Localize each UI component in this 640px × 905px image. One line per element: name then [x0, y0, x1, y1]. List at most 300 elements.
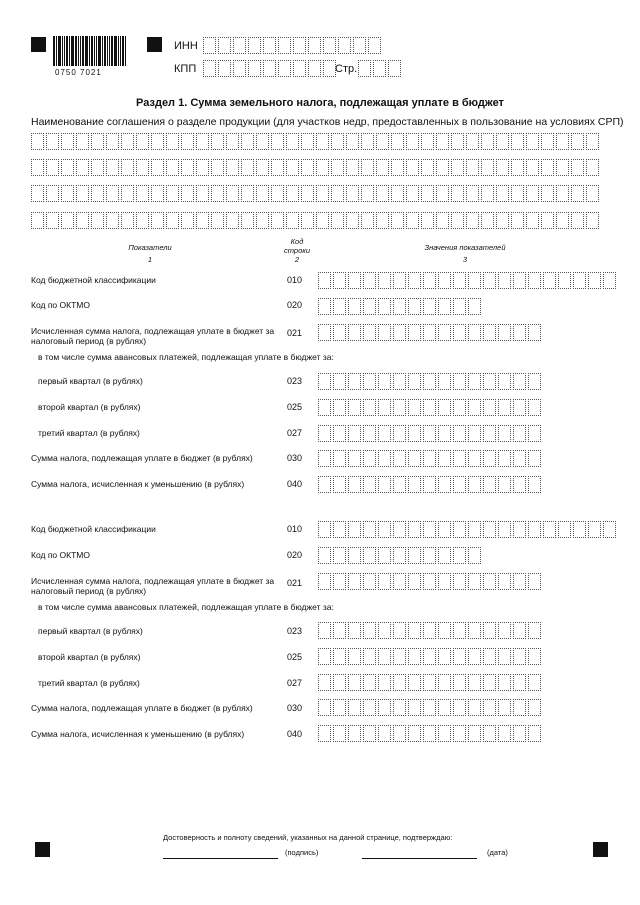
- character-cell[interactable]: [256, 212, 269, 229]
- character-cell[interactable]: [363, 425, 376, 442]
- character-cell[interactable]: [408, 476, 421, 493]
- character-cell[interactable]: [513, 622, 526, 639]
- character-cell[interactable]: [571, 133, 584, 150]
- character-cell[interactable]: [363, 648, 376, 665]
- character-cell[interactable]: [543, 521, 556, 538]
- character-cell[interactable]: [338, 37, 351, 54]
- character-cell[interactable]: [498, 373, 511, 390]
- value-field-020[interactable]: [318, 298, 483, 315]
- character-cell[interactable]: [318, 272, 331, 289]
- character-cell[interactable]: [468, 699, 481, 716]
- character-cell[interactable]: [348, 450, 361, 467]
- character-cell[interactable]: [331, 212, 344, 229]
- character-cell[interactable]: [423, 699, 436, 716]
- character-cell[interactable]: [526, 185, 539, 202]
- character-cell[interactable]: [496, 185, 509, 202]
- character-cell[interactable]: [556, 185, 569, 202]
- character-cell[interactable]: [211, 212, 224, 229]
- character-cell[interactable]: [586, 133, 599, 150]
- character-cell[interactable]: [361, 212, 374, 229]
- character-cell[interactable]: [423, 272, 436, 289]
- character-cell[interactable]: [378, 699, 391, 716]
- character-cell[interactable]: [333, 521, 346, 538]
- character-cell[interactable]: [203, 37, 216, 54]
- character-cell[interactable]: [586, 185, 599, 202]
- inn-field[interactable]: [203, 37, 383, 54]
- character-cell[interactable]: [363, 547, 376, 564]
- character-cell[interactable]: [271, 185, 284, 202]
- character-cell[interactable]: [528, 373, 541, 390]
- character-cell[interactable]: [498, 648, 511, 665]
- character-cell[interactable]: [541, 133, 554, 150]
- character-cell[interactable]: [346, 185, 359, 202]
- character-cell[interactable]: [363, 476, 376, 493]
- character-cell[interactable]: [451, 133, 464, 150]
- character-cell[interactable]: [483, 324, 496, 341]
- character-cell[interactable]: [438, 272, 451, 289]
- character-cell[interactable]: [513, 450, 526, 467]
- character-cell[interactable]: [388, 60, 401, 77]
- character-cell[interactable]: [373, 60, 386, 77]
- character-cell[interactable]: [271, 159, 284, 176]
- character-cell[interactable]: [423, 547, 436, 564]
- character-cell[interactable]: [363, 725, 376, 742]
- character-cell[interactable]: [333, 324, 346, 341]
- character-cell[interactable]: [286, 185, 299, 202]
- character-cell[interactable]: [468, 324, 481, 341]
- character-cell[interactable]: [333, 450, 346, 467]
- character-cell[interactable]: [481, 133, 494, 150]
- character-cell[interactable]: [438, 399, 451, 416]
- character-cell[interactable]: [393, 450, 406, 467]
- character-cell[interactable]: [378, 272, 391, 289]
- character-cell[interactable]: [363, 622, 376, 639]
- character-cell[interactable]: [513, 521, 526, 538]
- character-cell[interactable]: [481, 185, 494, 202]
- character-cell[interactable]: [483, 425, 496, 442]
- character-cell[interactable]: [571, 185, 584, 202]
- character-cell[interactable]: [498, 699, 511, 716]
- character-cell[interactable]: [468, 298, 481, 315]
- character-cell[interactable]: [451, 212, 464, 229]
- character-cell[interactable]: [481, 212, 494, 229]
- character-cell[interactable]: [378, 298, 391, 315]
- character-cell[interactable]: [451, 185, 464, 202]
- character-cell[interactable]: [408, 521, 421, 538]
- character-cell[interactable]: [391, 159, 404, 176]
- character-cell[interactable]: [348, 573, 361, 590]
- character-cell[interactable]: [196, 133, 209, 150]
- character-cell[interactable]: [91, 133, 104, 150]
- character-cell[interactable]: [376, 133, 389, 150]
- character-cell[interactable]: [363, 573, 376, 590]
- character-cell[interactable]: [91, 159, 104, 176]
- character-cell[interactable]: [316, 212, 329, 229]
- character-cell[interactable]: [451, 159, 464, 176]
- character-cell[interactable]: [76, 185, 89, 202]
- character-cell[interactable]: [346, 212, 359, 229]
- character-cell[interactable]: [31, 185, 44, 202]
- character-cell[interactable]: [358, 60, 371, 77]
- character-cell[interactable]: [393, 622, 406, 639]
- character-cell[interactable]: [468, 648, 481, 665]
- character-cell[interactable]: [483, 674, 496, 691]
- character-cell[interactable]: [558, 272, 571, 289]
- character-cell[interactable]: [378, 425, 391, 442]
- character-cell[interactable]: [136, 159, 149, 176]
- character-cell[interactable]: [348, 399, 361, 416]
- character-cell[interactable]: [121, 133, 134, 150]
- character-cell[interactable]: [453, 725, 466, 742]
- character-cell[interactable]: [483, 725, 496, 742]
- character-cell[interactable]: [438, 298, 451, 315]
- character-cell[interactable]: [438, 425, 451, 442]
- character-cell[interactable]: [481, 159, 494, 176]
- character-cell[interactable]: [363, 699, 376, 716]
- character-cell[interactable]: [378, 573, 391, 590]
- character-cell[interactable]: [106, 159, 119, 176]
- character-cell[interactable]: [318, 425, 331, 442]
- character-cell[interactable]: [393, 725, 406, 742]
- character-cell[interactable]: [588, 272, 601, 289]
- character-cell[interactable]: [406, 133, 419, 150]
- character-cell[interactable]: [466, 159, 479, 176]
- character-cell[interactable]: [453, 272, 466, 289]
- character-cell[interactable]: [211, 133, 224, 150]
- character-cell[interactable]: [453, 476, 466, 493]
- character-cell[interactable]: [151, 133, 164, 150]
- character-cell[interactable]: [498, 674, 511, 691]
- character-cell[interactable]: [241, 159, 254, 176]
- character-cell[interactable]: [136, 185, 149, 202]
- character-cell[interactable]: [556, 212, 569, 229]
- character-cell[interactable]: [318, 324, 331, 341]
- character-cell[interactable]: [453, 648, 466, 665]
- character-cell[interactable]: [528, 521, 541, 538]
- character-cell[interactable]: [106, 185, 119, 202]
- character-cell[interactable]: [393, 272, 406, 289]
- character-cell[interactable]: [241, 212, 254, 229]
- character-cell[interactable]: [378, 476, 391, 493]
- character-cell[interactable]: [61, 133, 74, 150]
- character-cell[interactable]: [376, 159, 389, 176]
- character-cell[interactable]: [378, 547, 391, 564]
- character-cell[interactable]: [453, 573, 466, 590]
- character-cell[interactable]: [498, 272, 511, 289]
- character-cell[interactable]: [348, 648, 361, 665]
- srp-agreement-name-row-3[interactable]: [31, 185, 601, 202]
- kpp-field[interactable]: [203, 60, 338, 77]
- character-cell[interactable]: [378, 648, 391, 665]
- character-cell[interactable]: [348, 298, 361, 315]
- character-cell[interactable]: [528, 324, 541, 341]
- character-cell[interactable]: [438, 699, 451, 716]
- character-cell[interactable]: [121, 185, 134, 202]
- character-cell[interactable]: [363, 298, 376, 315]
- character-cell[interactable]: [46, 159, 59, 176]
- character-cell[interactable]: [483, 622, 496, 639]
- character-cell[interactable]: [513, 674, 526, 691]
- character-cell[interactable]: [76, 159, 89, 176]
- character-cell[interactable]: [528, 476, 541, 493]
- character-cell[interactable]: [528, 573, 541, 590]
- character-cell[interactable]: [406, 212, 419, 229]
- character-cell[interactable]: [543, 272, 556, 289]
- character-cell[interactable]: [513, 476, 526, 493]
- character-cell[interactable]: [61, 159, 74, 176]
- character-cell[interactable]: [271, 133, 284, 150]
- character-cell[interactable]: [393, 674, 406, 691]
- character-cell[interactable]: [513, 399, 526, 416]
- character-cell[interactable]: [513, 699, 526, 716]
- character-cell[interactable]: [363, 674, 376, 691]
- character-cell[interactable]: [308, 37, 321, 54]
- character-cell[interactable]: [408, 272, 421, 289]
- character-cell[interactable]: [408, 298, 421, 315]
- character-cell[interactable]: [468, 425, 481, 442]
- character-cell[interactable]: [436, 133, 449, 150]
- character-cell[interactable]: [453, 521, 466, 538]
- character-cell[interactable]: [483, 450, 496, 467]
- srp-agreement-name-row-2[interactable]: [31, 159, 601, 176]
- character-cell[interactable]: [541, 159, 554, 176]
- character-cell[interactable]: [483, 399, 496, 416]
- character-cell[interactable]: [468, 622, 481, 639]
- character-cell[interactable]: [166, 159, 179, 176]
- character-cell[interactable]: [423, 674, 436, 691]
- character-cell[interactable]: [483, 476, 496, 493]
- character-cell[interactable]: [106, 133, 119, 150]
- character-cell[interactable]: [348, 622, 361, 639]
- character-cell[interactable]: [423, 476, 436, 493]
- character-cell[interactable]: [316, 159, 329, 176]
- character-cell[interactable]: [363, 324, 376, 341]
- character-cell[interactable]: [528, 699, 541, 716]
- character-cell[interactable]: [438, 622, 451, 639]
- character-cell[interactable]: [513, 324, 526, 341]
- character-cell[interactable]: [528, 725, 541, 742]
- character-cell[interactable]: [586, 212, 599, 229]
- character-cell[interactable]: [498, 476, 511, 493]
- character-cell[interactable]: [438, 324, 451, 341]
- character-cell[interactable]: [318, 699, 331, 716]
- character-cell[interactable]: [166, 133, 179, 150]
- character-cell[interactable]: [378, 622, 391, 639]
- character-cell[interactable]: [436, 185, 449, 202]
- character-cell[interactable]: [453, 547, 466, 564]
- character-cell[interactable]: [376, 212, 389, 229]
- character-cell[interactable]: [408, 373, 421, 390]
- character-cell[interactable]: [453, 298, 466, 315]
- character-cell[interactable]: [453, 622, 466, 639]
- character-cell[interactable]: [453, 450, 466, 467]
- character-cell[interactable]: [256, 159, 269, 176]
- date-line[interactable]: [362, 858, 477, 859]
- character-cell[interactable]: [348, 521, 361, 538]
- character-cell[interactable]: [408, 699, 421, 716]
- character-cell[interactable]: [393, 373, 406, 390]
- character-cell[interactable]: [318, 648, 331, 665]
- character-cell[interactable]: [361, 159, 374, 176]
- character-cell[interactable]: [453, 399, 466, 416]
- character-cell[interactable]: [393, 324, 406, 341]
- page-number-field[interactable]: [358, 60, 403, 77]
- character-cell[interactable]: [541, 212, 554, 229]
- character-cell[interactable]: [408, 425, 421, 442]
- character-cell[interactable]: [378, 725, 391, 742]
- character-cell[interactable]: [526, 133, 539, 150]
- character-cell[interactable]: [363, 450, 376, 467]
- character-cell[interactable]: [226, 185, 239, 202]
- character-cell[interactable]: [498, 622, 511, 639]
- character-cell[interactable]: [528, 450, 541, 467]
- character-cell[interactable]: [393, 425, 406, 442]
- character-cell[interactable]: [318, 573, 331, 590]
- value-field-040[interactable]: [318, 476, 543, 493]
- character-cell[interactable]: [348, 324, 361, 341]
- character-cell[interactable]: [361, 133, 374, 150]
- character-cell[interactable]: [76, 212, 89, 229]
- character-cell[interactable]: [218, 60, 231, 77]
- character-cell[interactable]: [376, 185, 389, 202]
- character-cell[interactable]: [286, 133, 299, 150]
- character-cell[interactable]: [181, 185, 194, 202]
- character-cell[interactable]: [151, 159, 164, 176]
- character-cell[interactable]: [438, 476, 451, 493]
- character-cell[interactable]: [318, 521, 331, 538]
- character-cell[interactable]: [468, 476, 481, 493]
- character-cell[interactable]: [556, 133, 569, 150]
- character-cell[interactable]: [363, 373, 376, 390]
- character-cell[interactable]: [121, 159, 134, 176]
- srp-agreement-name-row-1[interactable]: [31, 133, 601, 150]
- character-cell[interactable]: [423, 399, 436, 416]
- character-cell[interactable]: [603, 272, 616, 289]
- value-field-027[interactable]: [318, 425, 543, 442]
- character-cell[interactable]: [166, 185, 179, 202]
- character-cell[interactable]: [498, 425, 511, 442]
- character-cell[interactable]: [76, 133, 89, 150]
- character-cell[interactable]: [331, 133, 344, 150]
- character-cell[interactable]: [263, 37, 276, 54]
- character-cell[interactable]: [408, 324, 421, 341]
- character-cell[interactable]: [528, 399, 541, 416]
- value-field-023[interactable]: [318, 622, 543, 639]
- character-cell[interactable]: [483, 699, 496, 716]
- character-cell[interactable]: [526, 212, 539, 229]
- character-cell[interactable]: [423, 622, 436, 639]
- character-cell[interactable]: [181, 159, 194, 176]
- character-cell[interactable]: [571, 212, 584, 229]
- character-cell[interactable]: [573, 521, 586, 538]
- character-cell[interactable]: [333, 648, 346, 665]
- character-cell[interactable]: [496, 133, 509, 150]
- character-cell[interactable]: [46, 185, 59, 202]
- character-cell[interactable]: [393, 476, 406, 493]
- character-cell[interactable]: [498, 725, 511, 742]
- character-cell[interactable]: [166, 212, 179, 229]
- character-cell[interactable]: [513, 725, 526, 742]
- character-cell[interactable]: [393, 298, 406, 315]
- character-cell[interactable]: [421, 185, 434, 202]
- character-cell[interactable]: [333, 272, 346, 289]
- character-cell[interactable]: [378, 373, 391, 390]
- character-cell[interactable]: [61, 185, 74, 202]
- character-cell[interactable]: [408, 725, 421, 742]
- character-cell[interactable]: [393, 521, 406, 538]
- character-cell[interactable]: [226, 159, 239, 176]
- character-cell[interactable]: [211, 159, 224, 176]
- character-cell[interactable]: [348, 476, 361, 493]
- character-cell[interactable]: [468, 272, 481, 289]
- character-cell[interactable]: [438, 674, 451, 691]
- character-cell[interactable]: [346, 133, 359, 150]
- character-cell[interactable]: [333, 373, 346, 390]
- character-cell[interactable]: [391, 185, 404, 202]
- character-cell[interactable]: [438, 648, 451, 665]
- character-cell[interactable]: [333, 674, 346, 691]
- character-cell[interactable]: [406, 159, 419, 176]
- character-cell[interactable]: [353, 37, 366, 54]
- character-cell[interactable]: [438, 573, 451, 590]
- character-cell[interactable]: [333, 622, 346, 639]
- character-cell[interactable]: [423, 573, 436, 590]
- character-cell[interactable]: [408, 622, 421, 639]
- character-cell[interactable]: [218, 37, 231, 54]
- character-cell[interactable]: [136, 212, 149, 229]
- character-cell[interactable]: [333, 699, 346, 716]
- character-cell[interactable]: [438, 373, 451, 390]
- character-cell[interactable]: [61, 212, 74, 229]
- character-cell[interactable]: [498, 521, 511, 538]
- value-field-020[interactable]: [318, 547, 483, 564]
- character-cell[interactable]: [323, 37, 336, 54]
- character-cell[interactable]: [468, 521, 481, 538]
- character-cell[interactable]: [483, 573, 496, 590]
- character-cell[interactable]: [438, 521, 451, 538]
- character-cell[interactable]: [181, 212, 194, 229]
- character-cell[interactable]: [438, 547, 451, 564]
- character-cell[interactable]: [436, 159, 449, 176]
- character-cell[interactable]: [498, 573, 511, 590]
- character-cell[interactable]: [511, 159, 524, 176]
- value-field-030[interactable]: [318, 699, 543, 716]
- character-cell[interactable]: [363, 272, 376, 289]
- character-cell[interactable]: [136, 133, 149, 150]
- character-cell[interactable]: [511, 185, 524, 202]
- character-cell[interactable]: [348, 373, 361, 390]
- character-cell[interactable]: [496, 212, 509, 229]
- character-cell[interactable]: [393, 399, 406, 416]
- character-cell[interactable]: [196, 212, 209, 229]
- character-cell[interactable]: [573, 272, 586, 289]
- character-cell[interactable]: [423, 324, 436, 341]
- character-cell[interactable]: [301, 133, 314, 150]
- value-field-021[interactable]: [318, 324, 543, 341]
- value-field-027[interactable]: [318, 674, 543, 691]
- character-cell[interactable]: [31, 159, 44, 176]
- character-cell[interactable]: [528, 674, 541, 691]
- character-cell[interactable]: [348, 699, 361, 716]
- value-field-010[interactable]: [318, 272, 618, 289]
- character-cell[interactable]: [498, 324, 511, 341]
- character-cell[interactable]: [496, 159, 509, 176]
- character-cell[interactable]: [423, 450, 436, 467]
- character-cell[interactable]: [423, 648, 436, 665]
- character-cell[interactable]: [526, 159, 539, 176]
- character-cell[interactable]: [436, 212, 449, 229]
- character-cell[interactable]: [181, 133, 194, 150]
